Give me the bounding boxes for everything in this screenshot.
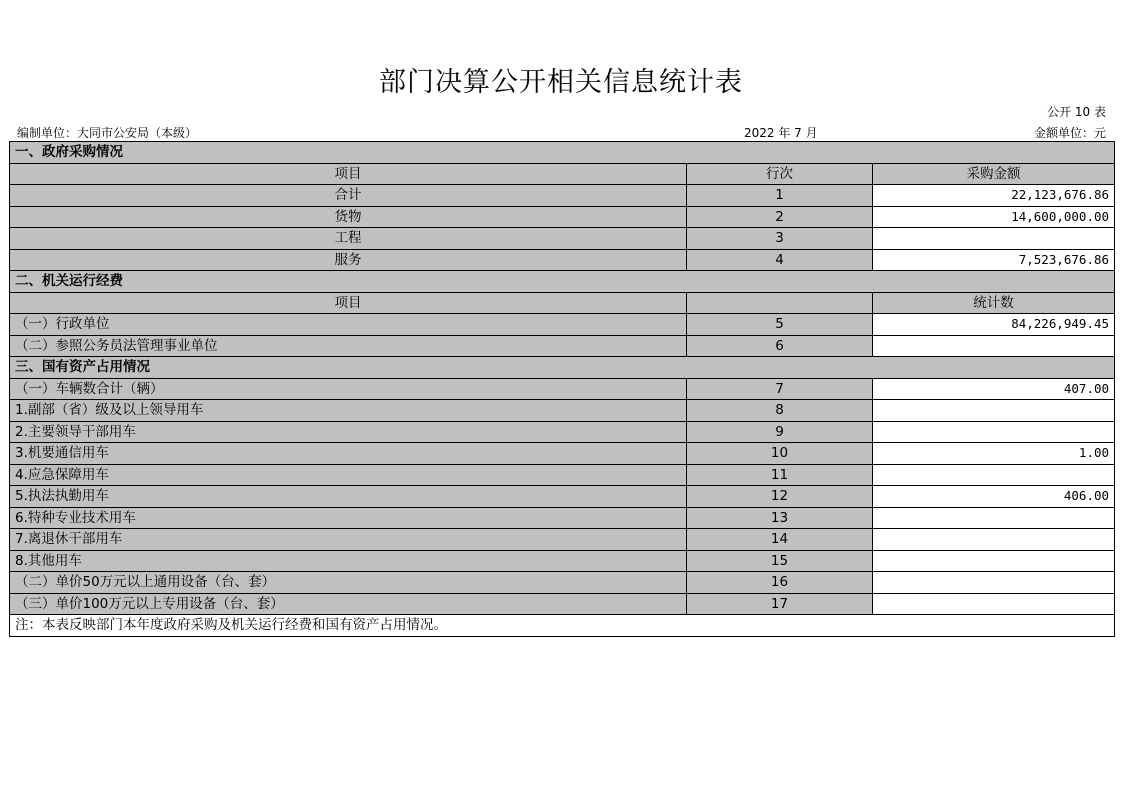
section-heading-procurement-label: 一、政府采购情况 bbox=[10, 142, 1115, 164]
row-number: 17 bbox=[687, 593, 873, 615]
table-row bbox=[10, 421, 1115, 443]
row-item-label: （一）车辆数合计（辆） bbox=[10, 378, 687, 400]
row-item-label: （二）单价50万元以上通用设备（台、套） bbox=[10, 572, 687, 594]
row-amount: 22,123,676.86 bbox=[873, 185, 1115, 207]
table-row bbox=[10, 550, 1115, 572]
compiling-unit: 编制单位：大同市公安局（本级） bbox=[17, 126, 198, 140]
row-item-label: （二）参照公务员法管理事业单位 bbox=[10, 335, 687, 357]
amount-unit: 金额单位：元 bbox=[1033, 126, 1106, 140]
row-item-label: 工程 bbox=[10, 228, 687, 250]
row-amount: 14,600,000.00 bbox=[873, 206, 1115, 228]
row-number: 11 bbox=[687, 464, 873, 486]
row-amount bbox=[873, 572, 1115, 594]
row-item-label: 7.离退休干部用车 bbox=[10, 529, 687, 551]
row-amount: 84,226,949.45 bbox=[873, 314, 1115, 336]
row-amount: 1.00 bbox=[873, 443, 1115, 465]
row-number: 10 bbox=[687, 443, 873, 465]
section-heading-state-assets bbox=[10, 357, 1115, 379]
row-number: 2 bbox=[687, 206, 873, 228]
statistics-table bbox=[9, 141, 1115, 637]
row-number: 5 bbox=[687, 314, 873, 336]
section-heading-state-assets-label: 三、国有资产占用情况 bbox=[10, 357, 1115, 379]
table-number: 公开 10 表 bbox=[1047, 105, 1106, 119]
row-item-label: 5.执法执勤用车 bbox=[10, 486, 687, 508]
table-row bbox=[10, 206, 1115, 228]
row-amount bbox=[873, 507, 1115, 529]
table-header-row bbox=[10, 163, 1115, 185]
row-item-label: 4.应急保障用车 bbox=[10, 464, 687, 486]
row-number: 1 bbox=[687, 185, 873, 207]
table-row bbox=[10, 507, 1115, 529]
row-item-label: （一）行政单位 bbox=[10, 314, 687, 336]
row-item-label: 货物 bbox=[10, 206, 687, 228]
row-number: 6 bbox=[687, 335, 873, 357]
column-header-item: 项目 bbox=[10, 292, 687, 314]
row-amount bbox=[873, 593, 1115, 615]
column-header-row-number bbox=[687, 292, 873, 314]
row-number: 14 bbox=[687, 529, 873, 551]
table-row bbox=[10, 443, 1115, 465]
row-amount bbox=[873, 228, 1115, 250]
row-amount bbox=[873, 335, 1115, 357]
table-row bbox=[10, 378, 1115, 400]
row-item-label: 3.机要通信用车 bbox=[10, 443, 687, 465]
column-header-amount: 统计数 bbox=[873, 292, 1115, 314]
page-title: 部门决算公开相关信息统计表 bbox=[379, 67, 743, 98]
row-amount bbox=[873, 400, 1115, 422]
row-number: 9 bbox=[687, 421, 873, 443]
row-item-label: 8.其他用车 bbox=[10, 550, 687, 572]
row-item-label: （三）单价100万元以上专用设备（台、套） bbox=[10, 593, 687, 615]
row-amount: 407.00 bbox=[873, 378, 1115, 400]
row-amount bbox=[873, 464, 1115, 486]
table-note: 注：本表反映部门本年度政府采购及机关运行经费和国有资产占用情况。 bbox=[10, 615, 1115, 637]
table-row bbox=[10, 400, 1115, 422]
table-row bbox=[10, 228, 1115, 250]
row-amount: 406.00 bbox=[873, 486, 1115, 508]
table-header-row bbox=[10, 292, 1115, 314]
table-row bbox=[10, 529, 1115, 551]
row-item-label: 1.副部（省）级及以上领导用车 bbox=[10, 400, 687, 422]
row-number: 16 bbox=[687, 572, 873, 594]
table-row bbox=[10, 335, 1115, 357]
row-amount: 7,523,676.86 bbox=[873, 249, 1115, 271]
row-number: 4 bbox=[687, 249, 873, 271]
row-item-label: 合计 bbox=[10, 185, 687, 207]
section-heading-procurement bbox=[10, 142, 1115, 164]
row-item-label: 服务 bbox=[10, 249, 687, 271]
row-number: 8 bbox=[687, 400, 873, 422]
table-row bbox=[10, 593, 1115, 615]
table-row bbox=[10, 464, 1115, 486]
table-row bbox=[10, 486, 1115, 508]
report-date: 2022 年 7 月 bbox=[744, 126, 818, 140]
row-number: 15 bbox=[687, 550, 873, 572]
row-amount bbox=[873, 421, 1115, 443]
row-number: 3 bbox=[687, 228, 873, 250]
section-heading-operating-costs bbox=[10, 271, 1115, 293]
column-header-amount: 采购金额 bbox=[873, 163, 1115, 185]
table-row bbox=[10, 314, 1115, 336]
table-row bbox=[10, 185, 1115, 207]
section-heading-operating-costs-label: 二、机关运行经费 bbox=[10, 271, 1115, 293]
column-header-row-number: 行次 bbox=[687, 163, 873, 185]
row-amount bbox=[873, 529, 1115, 551]
row-amount bbox=[873, 550, 1115, 572]
row-item-label: 6.特种专业技术用车 bbox=[10, 507, 687, 529]
row-number: 12 bbox=[687, 486, 873, 508]
column-header-item: 项目 bbox=[10, 163, 687, 185]
table-row bbox=[10, 572, 1115, 594]
table-row bbox=[10, 249, 1115, 271]
row-item-label: 2.主要领导干部用车 bbox=[10, 421, 687, 443]
note-row bbox=[10, 615, 1115, 637]
row-number: 7 bbox=[687, 378, 873, 400]
row-number: 13 bbox=[687, 507, 873, 529]
